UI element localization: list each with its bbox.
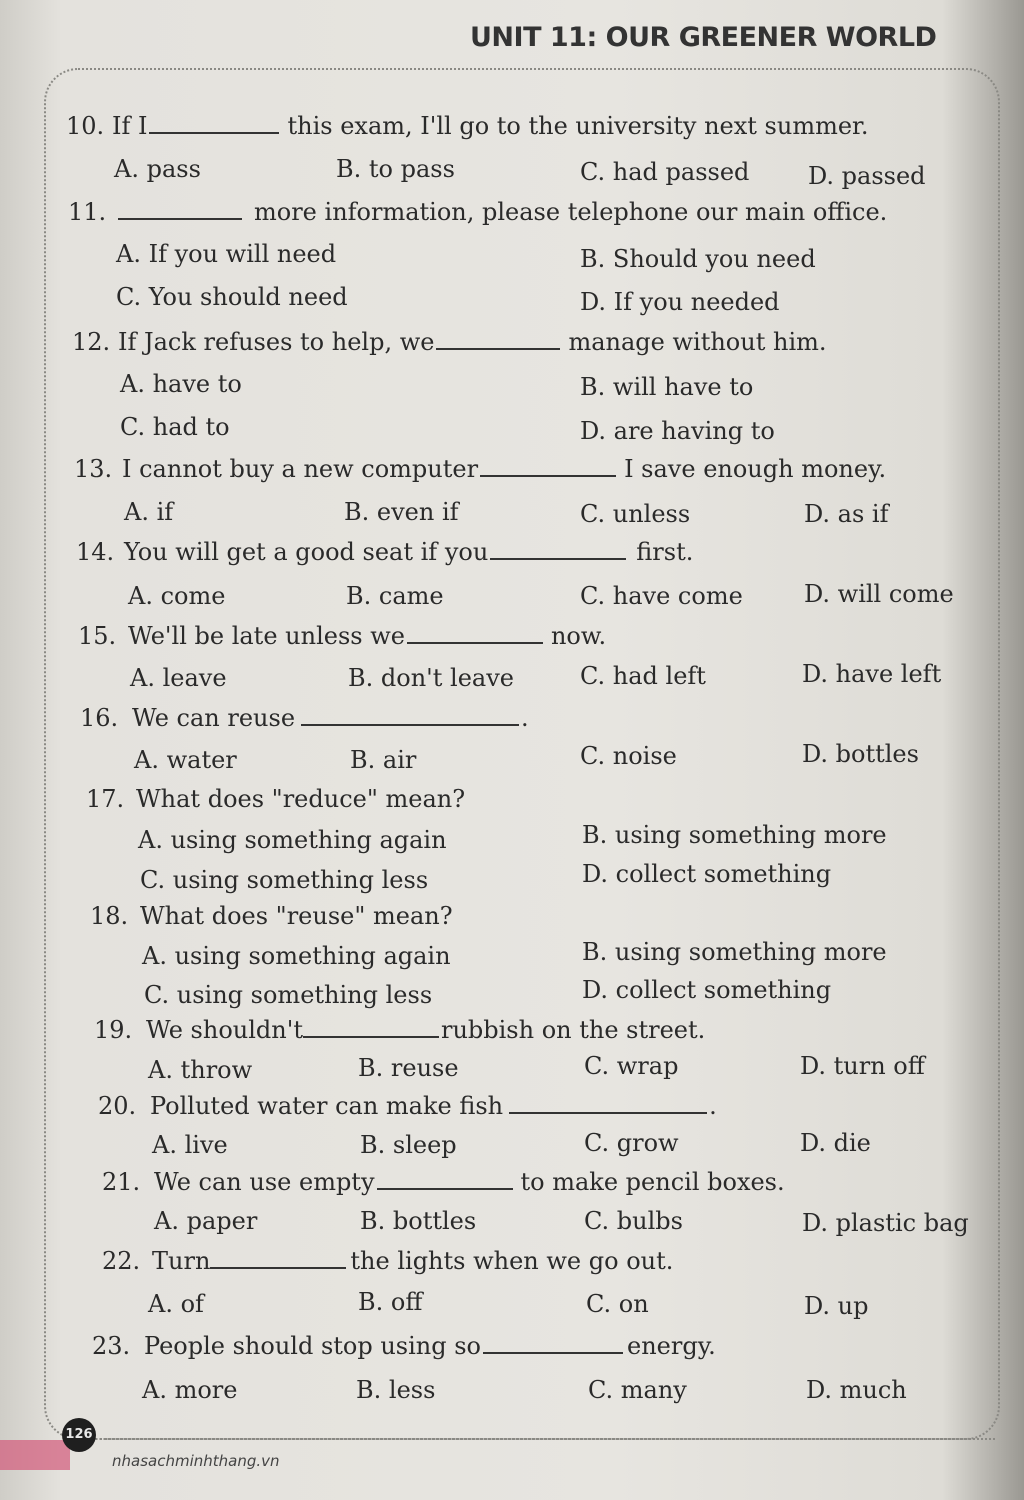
option-d[interactable]: D. bottles bbox=[802, 740, 919, 768]
unit-title: UNIT 11: OUR GREENER WORLD bbox=[470, 22, 937, 53]
answer-blank[interactable] bbox=[490, 538, 626, 560]
option-d[interactable]: D. die bbox=[800, 1129, 871, 1157]
option-c[interactable]: C. had to bbox=[120, 413, 230, 441]
option-c[interactable]: C. wrap bbox=[584, 1052, 679, 1080]
option-b[interactable]: B. don't leave bbox=[348, 664, 514, 692]
option-b[interactable]: B. Should you need bbox=[580, 245, 816, 273]
question-stem: Turn the lights when we go out. bbox=[152, 1247, 674, 1275]
option-b[interactable]: B. less bbox=[356, 1376, 436, 1404]
option-b[interactable]: B. even if bbox=[344, 498, 459, 526]
answer-blank[interactable] bbox=[509, 1092, 707, 1114]
question-20 bbox=[0, 1092, 1024, 1132]
question-stem: We can use empty to make pencil boxes. bbox=[154, 1168, 785, 1196]
question-stem: You will get a good seat if you first. bbox=[124, 538, 694, 566]
question-10 bbox=[0, 112, 1024, 152]
question-16 bbox=[0, 704, 1024, 744]
question-stem: We'll be late unless we now. bbox=[128, 622, 607, 650]
option-d[interactable]: D. turn off bbox=[800, 1052, 925, 1080]
option-c[interactable]: C. had passed bbox=[580, 158, 750, 186]
answer-blank[interactable] bbox=[210, 1247, 346, 1269]
answer-blank[interactable] bbox=[407, 622, 543, 644]
corner-decoration bbox=[0, 1440, 70, 1470]
question-21 bbox=[0, 1168, 1024, 1208]
option-b[interactable]: B. to pass bbox=[336, 155, 455, 183]
question-stem: We shouldn't rubbish on the street. bbox=[146, 1016, 706, 1044]
question-23 bbox=[0, 1332, 1024, 1372]
option-b[interactable]: B. bottles bbox=[360, 1207, 477, 1235]
option-c[interactable]: C. using something less bbox=[144, 981, 433, 1009]
question-number: 18. bbox=[90, 902, 129, 930]
option-c[interactable]: C. noise bbox=[580, 742, 677, 770]
option-c[interactable]: C. many bbox=[588, 1376, 687, 1404]
option-d[interactable]: D. will come bbox=[804, 580, 954, 608]
answer-blank[interactable] bbox=[149, 112, 279, 134]
option-d[interactable]: D. If you needed bbox=[580, 288, 780, 316]
option-c[interactable]: C. have come bbox=[580, 582, 743, 610]
question-12 bbox=[0, 328, 1024, 368]
question-stem: We can reuse . bbox=[132, 704, 529, 732]
option-b[interactable]: B. air bbox=[350, 746, 417, 774]
answer-blank[interactable] bbox=[480, 455, 616, 477]
answer-blank[interactable] bbox=[303, 1016, 439, 1038]
option-d[interactable]: D. as if bbox=[804, 500, 889, 528]
question-17 bbox=[0, 785, 1024, 825]
question-stem: more information, please telephone our main office. bbox=[118, 198, 887, 226]
footer-divider bbox=[100, 1438, 995, 1440]
option-a[interactable]: A. live bbox=[152, 1131, 228, 1159]
question-22 bbox=[0, 1247, 1024, 1287]
page-number-badge: 126 bbox=[62, 1418, 96, 1452]
option-a[interactable]: A. using something again bbox=[138, 826, 447, 854]
question-stem: People should stop using so energy. bbox=[144, 1332, 716, 1360]
question-stem: What does "reduce" mean? bbox=[136, 785, 466, 813]
question-11 bbox=[0, 198, 1024, 238]
option-c[interactable]: C. grow bbox=[584, 1129, 679, 1157]
question-number: 19. bbox=[94, 1016, 133, 1044]
option-b[interactable]: B. will have to bbox=[580, 373, 754, 401]
question-number: 16. bbox=[80, 704, 119, 732]
question-stem: If I this exam, I'll go to the university next summer. bbox=[112, 112, 869, 140]
option-d[interactable]: D. have left bbox=[802, 660, 942, 688]
question-number: 20. bbox=[98, 1092, 137, 1120]
option-b[interactable]: B. off bbox=[358, 1288, 423, 1316]
question-stem: What does "reuse" mean? bbox=[140, 902, 453, 930]
option-c[interactable]: C. had left bbox=[580, 662, 706, 690]
question-number: 11. bbox=[68, 198, 107, 226]
option-d[interactable]: D. much bbox=[806, 1376, 907, 1404]
question-14 bbox=[0, 538, 1024, 578]
answer-blank[interactable] bbox=[118, 198, 242, 220]
option-d[interactable]: D. up bbox=[804, 1292, 869, 1320]
question-13 bbox=[0, 455, 1024, 495]
option-a[interactable]: A. leave bbox=[130, 664, 227, 692]
answer-blank[interactable] bbox=[436, 328, 560, 350]
option-d[interactable]: D. plastic bag bbox=[802, 1209, 969, 1237]
question-number: 10. bbox=[66, 112, 105, 140]
option-a[interactable]: A. of bbox=[148, 1290, 204, 1318]
question-19 bbox=[0, 1016, 1024, 1056]
question-stem: Polluted water can make fish . bbox=[150, 1092, 717, 1120]
option-b[interactable]: B. using something more bbox=[582, 938, 887, 966]
option-b[interactable]: B. sleep bbox=[360, 1131, 457, 1159]
option-a[interactable]: A. water bbox=[134, 746, 237, 774]
question-stem: I cannot buy a new computer I save enough money. bbox=[122, 455, 887, 483]
option-c[interactable]: C. using something less bbox=[140, 866, 429, 894]
question-15 bbox=[0, 622, 1024, 662]
question-number: 23. bbox=[92, 1332, 131, 1360]
option-c[interactable]: C. unless bbox=[580, 500, 691, 528]
option-b[interactable]: B. came bbox=[346, 582, 444, 610]
answer-blank[interactable] bbox=[301, 704, 519, 726]
option-c[interactable]: C. on bbox=[586, 1290, 649, 1318]
question-18 bbox=[0, 902, 1024, 942]
option-a[interactable]: A. throw bbox=[148, 1056, 253, 1084]
answer-blank[interactable] bbox=[377, 1168, 513, 1190]
question-number: 21. bbox=[102, 1168, 141, 1196]
option-d[interactable]: D. collect something bbox=[582, 976, 832, 1004]
question-number: 12. bbox=[72, 328, 111, 356]
option-d[interactable]: D. collect something bbox=[582, 860, 832, 888]
question-number: 13. bbox=[74, 455, 113, 483]
option-a[interactable]: A. have to bbox=[120, 370, 242, 398]
option-a[interactable]: A. come bbox=[128, 582, 226, 610]
question-number: 22. bbox=[102, 1247, 141, 1275]
option-a[interactable]: A. paper bbox=[154, 1207, 258, 1235]
question-number: 17. bbox=[86, 785, 125, 813]
option-b[interactable]: B. reuse bbox=[358, 1054, 459, 1082]
option-d[interactable]: D. passed bbox=[808, 162, 926, 190]
question-number: 14. bbox=[76, 538, 115, 566]
question-number: 15. bbox=[78, 622, 117, 650]
answer-blank[interactable] bbox=[483, 1332, 623, 1354]
option-a[interactable]: A. using something again bbox=[142, 942, 451, 970]
question-stem: If Jack refuses to help, we manage without him. bbox=[118, 328, 827, 356]
option-a[interactable]: A. If you will need bbox=[116, 240, 337, 268]
option-a[interactable]: A. if bbox=[124, 498, 174, 526]
option-a[interactable]: A. more bbox=[142, 1376, 238, 1404]
option-d[interactable]: D. are having to bbox=[580, 417, 775, 445]
publisher-site: nhasachminhthang.vn bbox=[112, 1452, 280, 1470]
option-b[interactable]: B. using something more bbox=[582, 821, 887, 849]
option-c[interactable]: C. bulbs bbox=[584, 1207, 683, 1235]
option-a[interactable]: A. pass bbox=[114, 155, 201, 183]
option-c[interactable]: C. You should need bbox=[116, 283, 348, 311]
